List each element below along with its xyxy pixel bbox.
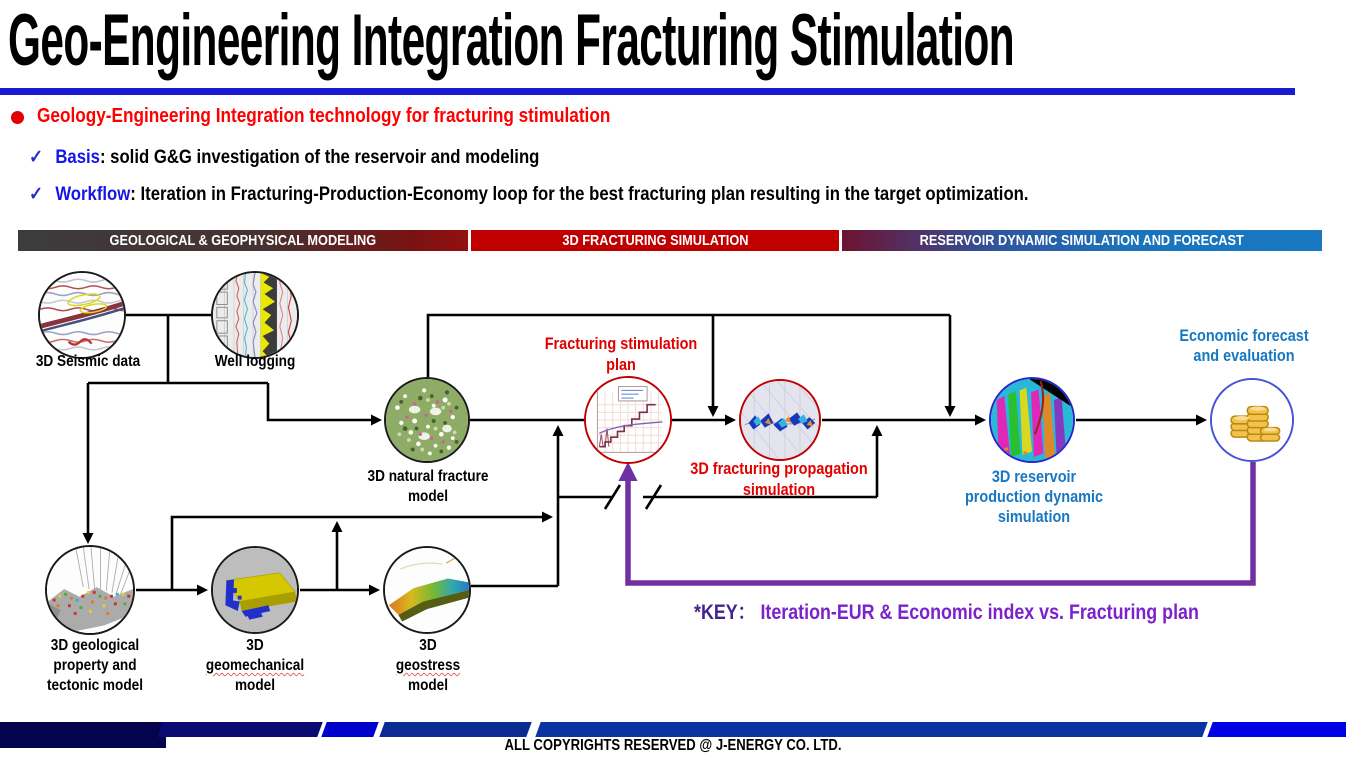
geostress-model-image (385, 548, 469, 632)
node-economic (1210, 378, 1294, 462)
workflow-label: Workflow (55, 184, 131, 205)
label-geostress: 3D geostress model (395, 637, 461, 694)
check-icon: ✓ (29, 184, 44, 205)
key-note (694, 596, 1199, 626)
node-natfrac (384, 377, 470, 463)
footer-band-segment (0, 722, 166, 748)
check-icon: ✓ (29, 147, 44, 168)
label-natfrac: 3D natural fracture model (367, 468, 489, 505)
label-geomech: 3D geomechanical model (205, 637, 305, 694)
node-geoprop (45, 545, 135, 635)
basis-text: : solid G&G investigation of the reservoir and modeling (99, 147, 540, 168)
footer-band-segment (379, 722, 531, 737)
label-welllog: Well logging (214, 353, 296, 370)
pumping-schedule-chart-image (586, 378, 670, 462)
label-economic: Economic forecast and evaluation (1179, 326, 1309, 365)
node-seismic (38, 271, 126, 359)
node-geomech (211, 546, 299, 634)
label-geoprop: 3D geological property and tectonic model (47, 637, 143, 694)
geological-property-image (47, 547, 133, 633)
phase-segment-label: 3D FRACTURING SIMULATION (561, 232, 749, 249)
footer-band-segment (157, 722, 322, 737)
key-note-text: Iteration-EUR & Economic index vs. Fracturing plan (760, 601, 1199, 624)
footer-band-segment (535, 722, 1207, 737)
phase-segment-label: RESERVOIR DYNAMIC SIMULATION AND FORECAST (919, 232, 1245, 249)
basis-label: Basis (55, 147, 100, 168)
node-welllog (211, 271, 299, 359)
coins-icon (1212, 380, 1292, 460)
workflow-text: : Iteration in Fracturing-Production-Economy loop for the best fracturing plan resulting in the target optimization. (130, 184, 1029, 205)
key-note-label: *KEY： (694, 601, 756, 624)
natural-fracture-map-image (386, 379, 468, 461)
iteration-loop-arrowhead (619, 462, 638, 481)
node-plan (584, 376, 672, 464)
footer-band-segment (321, 722, 378, 737)
intro-heading: Geology-Engineering Integration technology for fracturing stimulation (37, 105, 611, 127)
label-reservoir: 3D reservoir production dynamic simulation (964, 467, 1104, 526)
label-propagation: 3D fracturing propagation simulation (690, 459, 868, 499)
well-log-image (213, 273, 297, 357)
reservoir-simulation-image (991, 379, 1073, 461)
copyright-text: ALL COPYRIGHTS RESERVED @ J-ENERGY CO. LTD. (504, 737, 842, 754)
page-title: Geo-Engineering Integration Fracturing Stimulation (8, 0, 1015, 81)
fracture-propagation-image (741, 381, 819, 459)
seismic-section-image (40, 273, 124, 357)
node-reservoir (989, 377, 1075, 463)
node-propagation (739, 379, 821, 461)
label-seismic: 3D Seismic data (35, 353, 141, 370)
node-geostress (383, 546, 471, 634)
phase-segment-label: GEOLOGICAL & GEOPHYSICAL MODELING (109, 232, 377, 249)
label-plan: Fracturing stimulation plan (544, 334, 698, 374)
footer-band-segment (1207, 722, 1346, 737)
geomechanical-model-image (213, 548, 297, 632)
